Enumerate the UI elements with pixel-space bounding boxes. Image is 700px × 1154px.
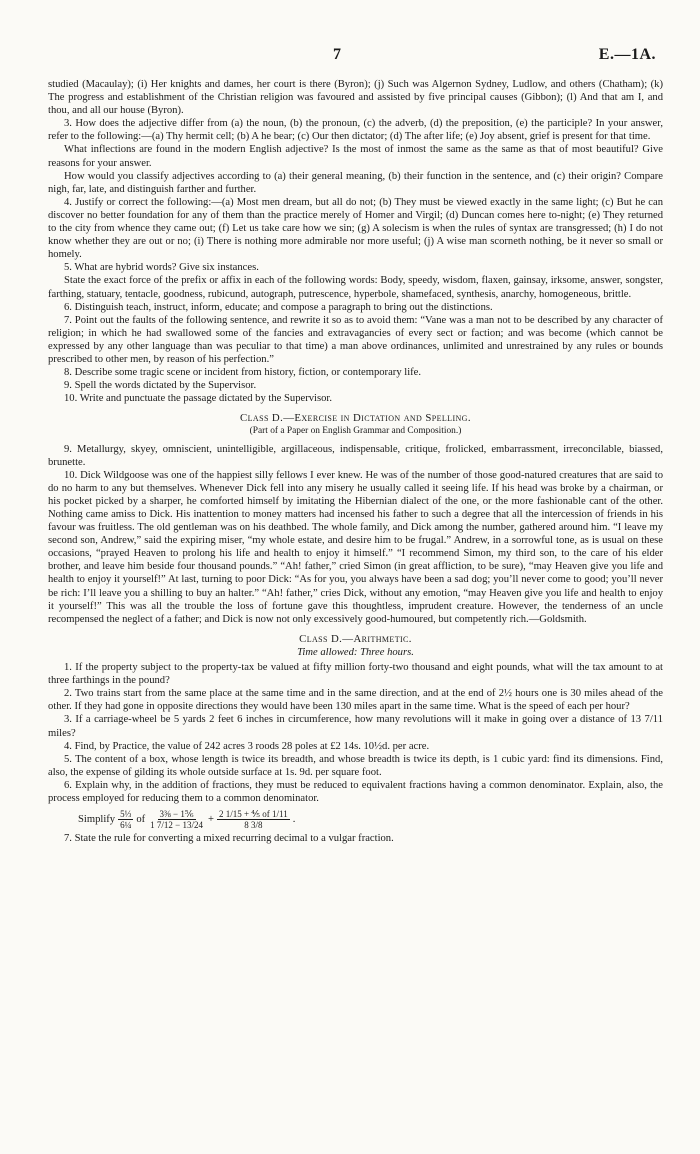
- plus-sign: +: [208, 814, 214, 826]
- document-code: E.—1A.: [598, 46, 656, 63]
- paragraph: 5. The content of a box, whose length is twice its breadth, and whose breadth is twice its depth, is 1 cubic yard: find its dimensions. Find, also, the expense of gilding its whole outside surface at 1s. 9d. per square foot.: [48, 753, 663, 778]
- paragraph: studied (Macaulay); (i) Her knights and dames, her court is there (Byron); (j) Such was Algernon Sydney, Ludlow, and others (Chatham); (k) The progress and establishment of the Christian religion was favoured and assisted by five principal causes (Gibbon); (l) And that am I, and thou, and all our house (Byron).: [48, 79, 663, 117]
- paragraph: 1. If the property subject to the property-tax be valued at fifty million forty-two thousand and eight pounds, what will the tax amount to at three farthings in the pound?: [48, 662, 663, 687]
- simplify-formula: [78, 809, 663, 830]
- fraction-denominator: 8 3/8: [244, 820, 263, 831]
- simplify-label: Simplify: [78, 814, 116, 826]
- section-subheading: (Part of a Paper on English Grammar and Composition.): [249, 426, 462, 437]
- paragraph: 10. Dick Wildgoose was one of the happiest silly fellows I ever knew. He was of the number of those good-natured creatures that are said to do no harm to any but themselves. Whenever Dick fell into any misery he usually called it seeing life. If his head was broke by a chairman, or his pocket picked by a sharper, he comforted himself by imitating the Hibernian dialect of the one, or the more fashionable cant of the other. Nothing came amiss to Dick. His inattention to money matters had incensed his father to such a degree that all the intercession of friends in his favour was fruitless. The old gentleman was on his deathbed. The whole family, and Dick among the number, gathered around him. “I leave my second son, Andrew,” said the expiring miser, “my whole estate, and desire him to be frugal.” Andrew, in a sorrowful tone, as is usual on these occasions, “prayed Heaven to prolong his life and health to enjoy it himself.” “I recommend Simon, my third son, to the care of his elder brother, and leave him beside four thousand pounds.” “Ah! father,” cried Simon (in great affliction, to be sure), “may Heaven give you life and health to enjoy it yourself!” At last, turning to poor Dick: “As for you, you always have been a sad dog; you’ll never come to good; you’ll never be rich: I’ll leave you a shilling to buy an halter.” “Ah! father,” cries Dick, without any emotion, “may Heaven give you life and health to enjoy it yourself!” This was all the trouble the loss of fortune gave this thoughtless, imprudent creature. However, the tenderness of an uncle recompensed the neglect of a father; and Dick is now not only excessively good-humoured, but competently rich.—Goldsmith.: [48, 469, 663, 625]
- fraction-numerator: 5⅓: [120, 809, 132, 820]
- page-number: 7: [333, 46, 341, 63]
- fraction-numerator: 2 1/15 + ⅘ of 1/11: [218, 809, 288, 820]
- of-word: of: [136, 814, 146, 826]
- paragraph: 6. Distinguish teach, instruct, inform, educate; and compose a paragraph to bring out the distinctions.: [64, 301, 493, 313]
- paragraph: 3. How does the adjective differ from (a) the noun, (b) the pronoun, (c) the adverb, (d) the preposition, (e) the participle? In your answer, refer to the following:—(a) Thy hermit cell; (b) A he bear; (c) Our then dictator; (d) The after life; (e) Joy absent, grief is present for that time.: [48, 118, 663, 143]
- paragraph: 6. Explain why, in the addition of fractions, they must be reduced to equivalent fractions having a common denominator. Explain, also, the process employed for reducing them to a common denominator.: [48, 779, 663, 804]
- paragraph: 9. Spell the words dictated by the Supervisor.: [64, 380, 257, 392]
- fraction: [118, 809, 133, 830]
- fraction-denominator: 1 7/12 − 13/24: [150, 820, 203, 831]
- time-allowed: Time allowed: Three hours.: [297, 646, 414, 658]
- paragraph: 4. Justify or correct the following:—(a) Most men dream, but all do not; (b) They must be viewed exactly in the same light; (c) But he can discover no better foundation for any of them than the practice merely of Homer and Virgil; (d) Duncan comes here to-night; (e) They returned to the city from whence they came out; (f) Let us take care how we sin; (g) A solecism is when the rules of syntax are transgressed; (h) I do not know whether they are out or no; (i) There is nothing more admirable nor more useful; (j) A wise man scorneth nothing, be it never so small or homely.: [48, 196, 663, 261]
- fraction: [148, 809, 205, 830]
- paragraph: What inflections are found in the modern English adjective? Is the most of inmost the same as the same as that of most beautiful? Give reasons for your answer.: [48, 144, 663, 169]
- paragraph: 5. What are hybrid words? Give six instances.: [64, 262, 259, 274]
- paragraph: 2. Two trains start from the same place at the same time and in the same direction, and at the end of 2½ hours one is 30 miles ahead of the other. If they had gone in opposite directions they would have been 130 miles apart in the same time. What is the speed of each per hour?: [48, 688, 663, 713]
- page-body: [48, 78, 663, 845]
- paragraph: How would you classify adjectives according to (a) their general meaning, (b) their function in the sentence, and (c) their origin? Compare nigh, far, late, and distinguish farther and further.: [48, 170, 663, 195]
- section-heading-arithmetic: Class D.—Arithmetic.: [299, 632, 412, 645]
- fraction: [217, 809, 290, 830]
- paragraph: 7. Point out the faults of the following sentence, and rewrite it so as to avoid them: “Vane was a man not to be described by any character of religion; in which he had swallowed some of the fancies and extravagancies of every sect or faction; and was become (which cannot be expressed by any other language than was peculiar to that time) a man above ordinances, unlimited and unrestrained by any rules or bounds prescribed to other men, by reason of his perfection.”: [48, 314, 663, 365]
- paragraph: 3. If a carriage-wheel be 5 yards 2 feet 6 inches in circumference, how many revolutions will it make in going over a distance of 13 7/11 miles?: [48, 714, 663, 739]
- paragraph: State the exact force of the prefix or affix in each of the following words: Body, speedy, wisdom, flaxen, gainsay, irksome, answer, songster, farthing, statuary, tentacle, goodness, rubicund, autograph, putrescence, hyperbole, shamefaced, synthesis, anarchy, homogeneous, brittle.: [48, 275, 663, 300]
- paragraph: 7. State the rule for converting a mixed recurring decimal to a vulgar fraction.: [64, 833, 394, 845]
- paragraph: 10. Write and punctuate the passage dictated by the Supervisor.: [64, 393, 332, 405]
- paragraph: 4. Find, by Practice, the value of 242 acres 3 roods 28 poles at £2 14s. 10½d. per acre.: [64, 740, 430, 752]
- end-dot: .: [292, 814, 296, 826]
- paragraph: 8. Describe some tragic scene or incident from history, fiction, or contemporary life.: [64, 367, 422, 379]
- paragraph: 9. Metallurgy, skyey, omniscient, unintelligible, argillaceous, indispensable, critique, frolicked, embarrassment, irreconcilable, biassed, brunette.: [48, 443, 663, 468]
- fraction-numerator: 3⅜ − 1⅚: [159, 809, 194, 820]
- section-heading-dictation: Class D.—Exercise in Dictation and Spelling.: [240, 412, 471, 425]
- fraction-denominator: 6¼: [120, 820, 132, 831]
